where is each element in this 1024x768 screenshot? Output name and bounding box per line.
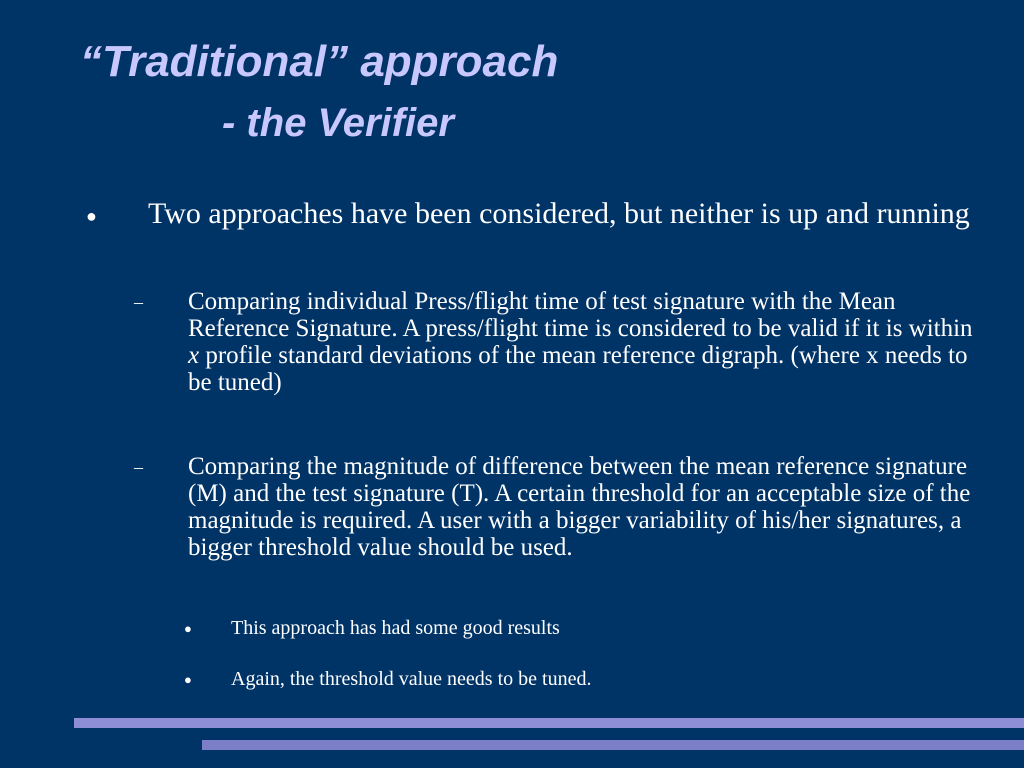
dash-icon: – (134, 457, 143, 477)
dash-icon: – (134, 292, 143, 312)
sub-bullet-1-variable: x (188, 342, 200, 369)
sub-bullet-2-text: Comparing the magnitude of difference between the mean reference signature (M) and the test signature (T). A certain threshold for an acceptable size of the magnitude is required. A user with a bigger variability of his/her signatures, a bigger threshold value should be used. (188, 453, 971, 561)
decorative-bar-top (74, 718, 1024, 728)
sub-bullet-1-text-end: profile standard deviations of the mean reference digraph. (where x needs to be tuned) (188, 342, 968, 396)
decorative-bar-bottom (202, 740, 1024, 750)
main-bullet-text: Two approaches have been considered, but neither is up and running (148, 197, 970, 230)
sub-bullet-1-text-start: Comparing individual Press/flight time of test signature with the Mean Reference Signature. A press/flight time is considered to be valid if it is within (188, 288, 973, 342)
bullet-icon: ● (184, 672, 192, 687)
sub-bullet-1-text (188, 288, 988, 396)
bullet-icon: ● (86, 206, 97, 226)
bullet-icon: ● (184, 621, 192, 636)
sub-sub-bullet-1-text: This approach has had some good results (231, 617, 560, 639)
slide-title: “Traditional” approach (80, 37, 559, 86)
slide-subtitle: - the Verifier (222, 101, 454, 145)
sub-sub-bullet-2-text: Again, the threshold value needs to be tuned. (231, 668, 592, 690)
